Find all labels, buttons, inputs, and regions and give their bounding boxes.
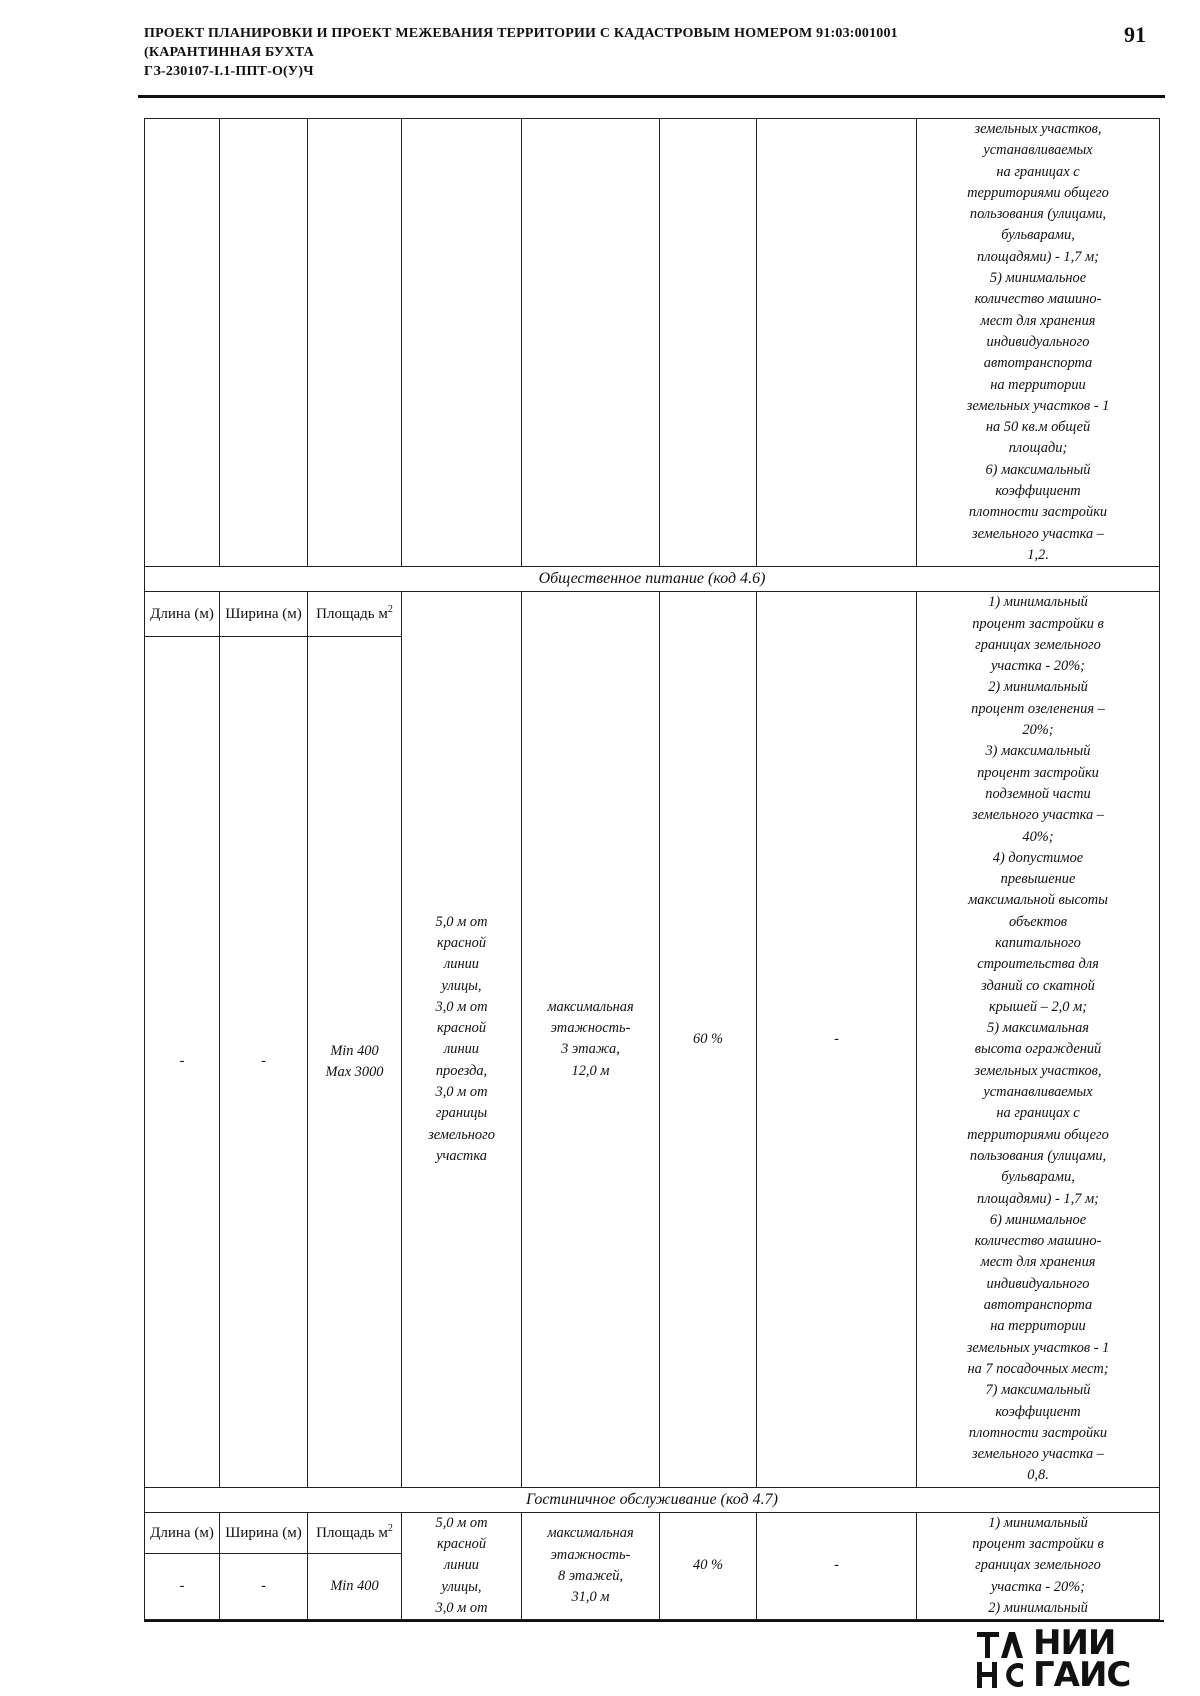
- section-title-row: [145, 1487, 1160, 1512]
- logo-mark-icon: [975, 1628, 1025, 1690]
- header-title-line-2: (КАРАНТИННАЯ БУХТА: [144, 45, 314, 60]
- text-line: капитального: [995, 934, 1081, 951]
- col-width-header: Ширина (м): [220, 592, 308, 637]
- text-line: на границах с: [996, 163, 1080, 180]
- other-cell: -: [757, 592, 917, 1487]
- text-line: 2) минимальный: [988, 679, 1088, 696]
- header-rule: [138, 95, 1165, 98]
- width-value: -: [220, 1553, 308, 1619]
- text-line: границах земельного: [975, 636, 1101, 653]
- footer-rule: [144, 1620, 1164, 1622]
- other-cell: -: [757, 1512, 917, 1619]
- text-line: 2) минимальный: [988, 1599, 1088, 1616]
- text-line: границы: [435, 1105, 488, 1122]
- text-line: коэффициент: [995, 1403, 1081, 1420]
- text-line: земельных участков - 1: [966, 397, 1110, 414]
- text-line: индивидуального: [986, 1275, 1090, 1292]
- text-line: Min 400: [330, 1042, 379, 1059]
- text-line: процент озеленения –: [971, 700, 1105, 717]
- text-line: превышение: [1000, 871, 1076, 888]
- text-line: земельного: [428, 1126, 495, 1143]
- text-line: зданий со скатной: [981, 977, 1095, 994]
- col-area-header: Площадь $м^2$: [308, 1512, 402, 1553]
- text-line: бульварами,: [1001, 227, 1075, 244]
- text-line: линии: [444, 1041, 479, 1058]
- logo-mark-glyphs: [977, 1632, 1023, 1688]
- text-line: автотранспорта: [983, 355, 1093, 372]
- text-line: земельных участков - 1: [966, 1339, 1110, 1356]
- length-value: -: [145, 637, 220, 1487]
- text-line: мест для хранения: [980, 1254, 1096, 1271]
- text-line: земельного участка –: [971, 1446, 1104, 1463]
- text-line: 20%;: [1022, 722, 1054, 739]
- area-value: [308, 637, 402, 1487]
- text-line: этажность-: [550, 1546, 631, 1563]
- text-line: 5,0 м от: [435, 913, 488, 930]
- text-line: земельного участка –: [971, 807, 1104, 824]
- text-line: индивидуального: [986, 333, 1090, 350]
- text-line: земельных участков,: [974, 121, 1102, 137]
- text-line: подземной части: [985, 785, 1091, 802]
- width-value: -: [220, 637, 308, 1487]
- continuation-params-cell: [917, 119, 1160, 567]
- logo-text-line-1: НИИ: [1033, 1623, 1116, 1663]
- logo-text-line-2: ГАИС: [1033, 1655, 1131, 1695]
- text-line: земельных участков,: [974, 1062, 1102, 1079]
- text-line: объектов: [1008, 913, 1068, 930]
- text-line: 3) максимальный: [985, 743, 1091, 760]
- setback-cell: [402, 1512, 522, 1619]
- document-header: [144, 24, 1084, 81]
- text-line: площади;: [1008, 440, 1068, 457]
- params-cell: [917, 592, 1160, 1487]
- text-line: этажность-: [550, 1020, 631, 1037]
- section-row: [145, 1512, 1160, 1553]
- text-line: высота ограждений: [974, 1041, 1102, 1058]
- text-line: территориями общего: [967, 184, 1109, 201]
- text-line: на границах с: [996, 1105, 1080, 1122]
- section-title: Общественное питание (код 4.6): [145, 567, 1160, 592]
- text-line: участка - 20%;: [991, 1578, 1085, 1595]
- text-line: 3 этажа,: [561, 1041, 620, 1058]
- text-line: крышей – 2,0 м;: [988, 998, 1088, 1015]
- text-line: красной: [436, 1536, 487, 1552]
- text-line: пользования (улицами,: [969, 1147, 1107, 1164]
- regulations-table: [144, 118, 1160, 1620]
- text-line: бульварами,: [1001, 1169, 1075, 1186]
- text-line: красной: [436, 934, 487, 951]
- section-title-row: [145, 567, 1160, 592]
- text-line: автотранспорта: [983, 1297, 1093, 1314]
- col-area-header: Площадь $м^2$: [308, 592, 402, 637]
- text-line: 31,0 м: [571, 1589, 610, 1606]
- col-length-header: Длина (м): [145, 592, 220, 637]
- text-line: 5) максимальная: [987, 1020, 1089, 1037]
- params-text: [921, 592, 1155, 1486]
- text-line: границах земельного: [975, 1557, 1101, 1574]
- text-line: 3,0 м от: [435, 998, 488, 1015]
- setback-cell: [402, 592, 522, 1487]
- text-line: количество машино-: [974, 291, 1102, 308]
- area-text: [312, 1041, 397, 1084]
- text-line: количество машино-: [974, 1233, 1102, 1250]
- text-line: территориями общего: [967, 1126, 1109, 1143]
- company-logo: [975, 1623, 1165, 1695]
- text-line: максимальной высоты: [968, 892, 1108, 909]
- area-text: [312, 1576, 397, 1597]
- header-document-code: ГЗ-230107-I.1-ППТ-О(У)Ч: [144, 64, 314, 79]
- col-length-header: Длина (м): [145, 1512, 220, 1553]
- col-width-header: Ширина (м): [220, 1512, 308, 1553]
- text-line: максимальная: [547, 1525, 634, 1542]
- text-line: улицы,: [441, 1578, 482, 1595]
- text-line: пользования (улицами,: [969, 206, 1107, 223]
- text-line: Min 400: [330, 1577, 379, 1594]
- params-cell: [917, 1512, 1160, 1619]
- text-line: площадями) - 1,7 м;: [977, 1190, 1099, 1207]
- text-line: 8 этажей,: [557, 1567, 624, 1584]
- coverage-cell: 40 %: [660, 1512, 757, 1619]
- text-line: коэффициент: [995, 483, 1081, 500]
- text-line: 4) допустимое: [992, 849, 1084, 866]
- params-text: [921, 1513, 1155, 1619]
- text-line: проезда,: [435, 1062, 488, 1079]
- continuation-row: [145, 119, 1160, 567]
- text-line: устанавливаемых: [983, 1084, 1093, 1101]
- setback-text: [406, 1513, 517, 1619]
- section-title: Гостиничное обслуживание (код 4.7): [145, 1487, 1160, 1512]
- setback-text: [406, 912, 517, 1168]
- text-line: на 7 посадочных мест;: [967, 1360, 1109, 1377]
- height-cell: [522, 592, 660, 1487]
- page-number: 91: [1124, 22, 1146, 47]
- height-cell: [522, 1512, 660, 1619]
- text-line: красной: [436, 1020, 487, 1037]
- height-text: [526, 1523, 655, 1608]
- height-text: [526, 997, 655, 1082]
- text-line: процент застройки: [977, 764, 1099, 781]
- area-value: [308, 1553, 402, 1619]
- text-line: 3,0 м от: [435, 1599, 488, 1616]
- text-line: 1) минимальный: [988, 1514, 1088, 1531]
- text-line: участка: [436, 1147, 487, 1164]
- text-line: плотности застройки: [968, 1424, 1108, 1441]
- header-title-line-1: ПРОЕКТ ПЛАНИРОВКИ И ПРОЕКТ МЕЖЕВАНИЯ ТЕРРИТОРИИ С КАДАСТРОВЫМ НОМЕРОМ 91:03:001001: [144, 26, 898, 41]
- text-line: устанавливаемых: [983, 142, 1093, 159]
- text-line: на территории: [990, 376, 1086, 393]
- text-line: 7) максимальный: [985, 1382, 1091, 1399]
- text-line: 0,8.: [1027, 1467, 1049, 1484]
- text-line: на территории: [990, 1318, 1086, 1335]
- text-line: участка - 20%;: [991, 658, 1085, 675]
- length-value: -: [145, 1553, 220, 1619]
- text-line: 3,0 м от: [435, 1084, 488, 1101]
- text-line: на 50 кв.м общей: [985, 419, 1091, 436]
- text-line: 6) минимальное: [989, 1211, 1087, 1228]
- text-line: 1) минимальный: [988, 594, 1088, 611]
- text-line: 12,0 м: [571, 1062, 610, 1079]
- text-line: земельного участка –: [971, 525, 1104, 542]
- text-line: процент застройки в: [972, 1536, 1104, 1552]
- text-line: процент застройки в: [972, 615, 1104, 632]
- coverage-cell: 60 %: [660, 592, 757, 1487]
- text-line: строительства для: [977, 956, 1099, 973]
- text-line: 1,2.: [1027, 546, 1049, 563]
- text-line: улицы,: [441, 977, 482, 994]
- text-line: площадями) - 1,7 м;: [977, 248, 1099, 265]
- text-line: плотности застройки: [968, 504, 1108, 521]
- text-line: максимальная: [547, 998, 634, 1015]
- text-line: линии: [444, 1557, 479, 1574]
- text-line: 5) минимальное: [989, 270, 1087, 287]
- text-line: 5,0 м от: [435, 1514, 488, 1531]
- continuation-params: [921, 119, 1155, 566]
- text-line: 6) максимальный: [985, 461, 1091, 478]
- text-line: линии: [444, 956, 479, 973]
- text-line: мест для хранения: [980, 312, 1096, 329]
- text-line: 40%;: [1022, 828, 1054, 845]
- section-row: [145, 592, 1160, 637]
- text-line: Max 3000: [325, 1063, 384, 1080]
